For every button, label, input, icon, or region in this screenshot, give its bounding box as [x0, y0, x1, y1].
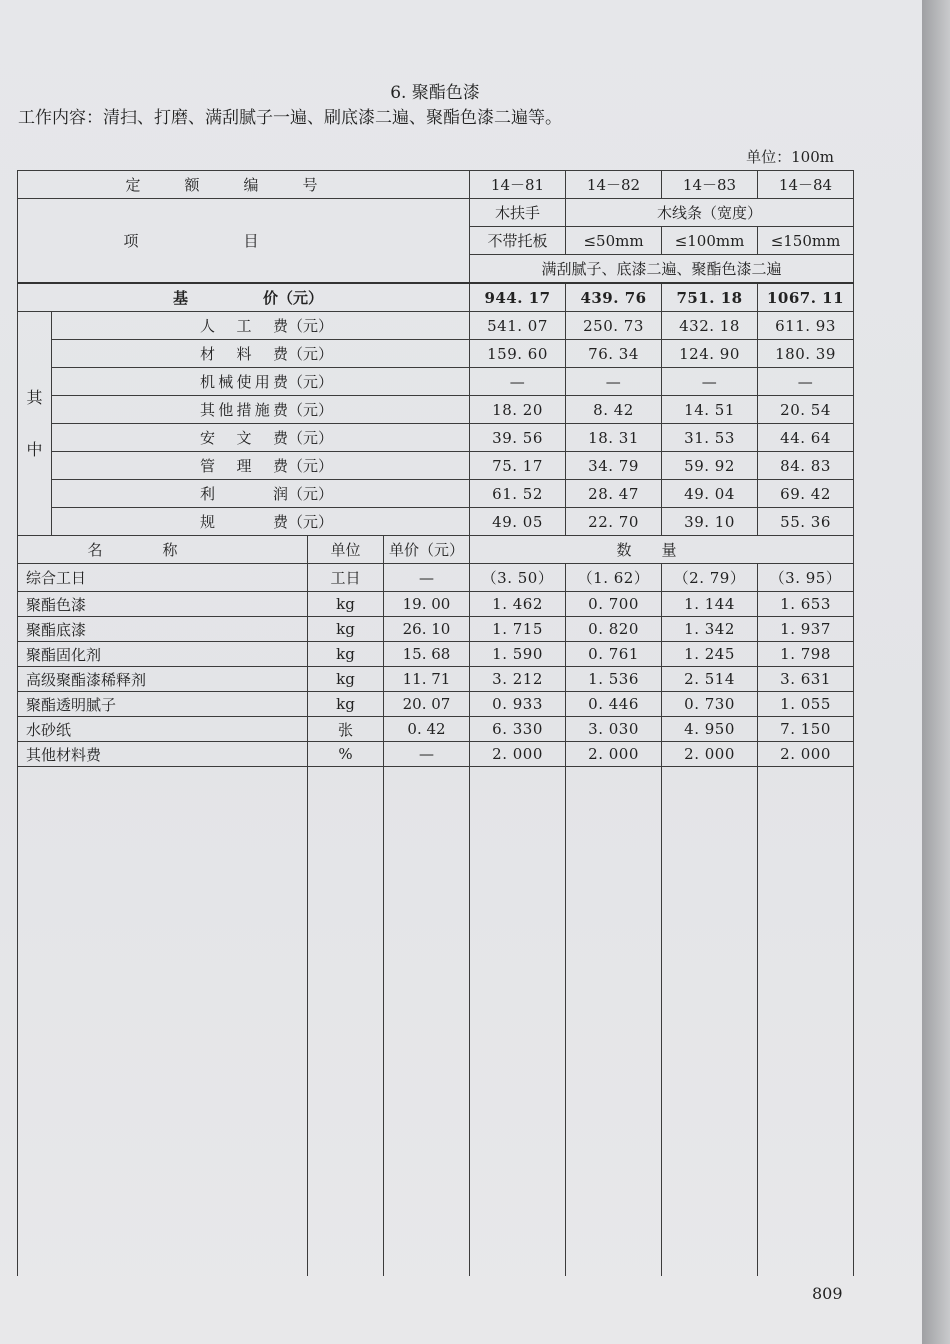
quota-code-label: 定额编号	[18, 171, 470, 199]
cost-value: 28. 47	[566, 480, 662, 508]
empty-cell	[566, 767, 662, 1277]
material-qty: 2. 000	[758, 742, 854, 767]
cost-label: 利润（元）	[52, 480, 470, 508]
material-unit: kg	[308, 667, 384, 692]
cost-value: 14. 51	[662, 396, 758, 424]
cost-value: 34. 79	[566, 452, 662, 480]
cost-value: 250. 73	[566, 312, 662, 340]
unit-label: 单位：100m	[746, 148, 834, 166]
base-price-row	[18, 283, 854, 312]
material-row	[18, 742, 854, 767]
code-cell: 14－84	[758, 171, 854, 199]
cost-value: 541. 07	[470, 312, 566, 340]
cost-value: 432. 18	[662, 312, 758, 340]
material-qty: 0. 761	[566, 642, 662, 667]
cost-row	[18, 340, 854, 368]
material-name: 聚酯色漆	[18, 592, 308, 617]
cost-value: 44. 64	[758, 424, 854, 452]
cost-group-char-1: 其	[26, 387, 43, 407]
material-qty: 3. 212	[470, 667, 566, 692]
cost-value: 611. 93	[758, 312, 854, 340]
material-qty: 0. 700	[566, 592, 662, 617]
empty-cell	[758, 767, 854, 1277]
cost-label: 管理费（元）	[52, 452, 470, 480]
labor-unit: 工日	[308, 564, 384, 592]
cost-row	[18, 368, 854, 396]
item-label-cell	[18, 199, 470, 284]
labor-value: （1. 62）	[566, 564, 662, 592]
cost-value: 76. 34	[566, 340, 662, 368]
material-qty: 1. 055	[758, 692, 854, 717]
cost-value: 55. 36	[758, 508, 854, 536]
material-qty: 2. 000	[470, 742, 566, 767]
labor-value: （2. 79）	[662, 564, 758, 592]
material-qty: 1. 245	[662, 642, 758, 667]
empty-cell	[18, 767, 308, 1277]
base-price-value: 751. 18	[662, 283, 758, 312]
cost-value: 18. 20	[470, 396, 566, 424]
empty-cell	[384, 767, 470, 1277]
empty-filler-row	[18, 767, 854, 1277]
material-qty: 1. 590	[470, 642, 566, 667]
cost-label: 规费（元）	[52, 508, 470, 536]
header-row-item	[18, 199, 854, 227]
cost-value: 49. 04	[662, 480, 758, 508]
cost-value: 39. 56	[470, 424, 566, 452]
cost-value: 59. 92	[662, 452, 758, 480]
cost-row	[18, 508, 854, 536]
material-row	[18, 592, 854, 617]
cost-group-char-2: 中	[26, 439, 43, 459]
material-unit: kg	[308, 642, 384, 667]
cost-label: 材料费（元）	[52, 340, 470, 368]
cost-row	[18, 424, 854, 452]
code-cell: 14－81	[470, 171, 566, 199]
material-unit: %	[308, 742, 384, 767]
sub-cell: ≤100mm	[662, 227, 758, 255]
material-qty: 1. 715	[470, 617, 566, 642]
cost-group-label	[18, 312, 52, 536]
material-name: 高级聚酯漆稀释剂	[18, 667, 308, 692]
cost-row	[18, 480, 854, 508]
cost-value: —	[566, 368, 662, 396]
cost-value: —	[758, 368, 854, 396]
base-price-value: 439. 76	[566, 283, 662, 312]
material-qty: 1. 798	[758, 642, 854, 667]
cost-row	[18, 396, 854, 424]
material-unit: kg	[308, 692, 384, 717]
material-qty: 1. 144	[662, 592, 758, 617]
labor-name: 综合工日	[18, 564, 308, 592]
labor-price: —	[384, 564, 470, 592]
section-title: 6. 聚酯色漆	[390, 83, 480, 103]
cost-row	[18, 312, 854, 340]
cost-value: 61. 52	[470, 480, 566, 508]
consumption-header-row	[18, 536, 854, 564]
material-unit: 张	[308, 717, 384, 742]
cost-value: 69. 42	[758, 480, 854, 508]
empty-cell	[662, 767, 758, 1277]
material-name: 水砂纸	[18, 717, 308, 742]
cost-value: —	[470, 368, 566, 396]
material-qty: 0. 820	[566, 617, 662, 642]
sub-cell: ≤50mm	[566, 227, 662, 255]
empty-cell	[308, 767, 384, 1277]
cost-value: 39. 10	[662, 508, 758, 536]
sub-cell: 不带托板	[470, 227, 566, 255]
material-qty: 6. 330	[470, 717, 566, 742]
name-header: 名称	[18, 536, 308, 564]
sub-cell: ≤150mm	[758, 227, 854, 255]
material-qty: 0. 730	[662, 692, 758, 717]
material-row	[18, 642, 854, 667]
cost-value: 31. 53	[662, 424, 758, 452]
work-desc: 满刮腻子、底漆二遍、聚酯色漆二遍	[470, 255, 854, 284]
material-qty: 2. 000	[662, 742, 758, 767]
material-price: —	[384, 742, 470, 767]
material-row	[18, 692, 854, 717]
header-row-codes	[18, 171, 854, 199]
material-price: 15. 68	[384, 642, 470, 667]
base-price-value: 944. 17	[470, 283, 566, 312]
material-row	[18, 667, 854, 692]
material-price: 11. 71	[384, 667, 470, 692]
cost-label: 机械使用费（元）	[52, 368, 470, 396]
book-spine-shadow	[922, 0, 950, 1344]
cost-value: 180. 39	[758, 340, 854, 368]
material-qty: 1. 937	[758, 617, 854, 642]
material-price: 20. 07	[384, 692, 470, 717]
cost-value: 159. 60	[470, 340, 566, 368]
cost-value: 22. 70	[566, 508, 662, 536]
material-qty: 4. 950	[662, 717, 758, 742]
cost-value: 75. 17	[470, 452, 566, 480]
material-name: 聚酯透明腻子	[18, 692, 308, 717]
labor-value: （3. 50）	[470, 564, 566, 592]
cost-label: 人工费（元）	[52, 312, 470, 340]
empty-cell	[470, 767, 566, 1277]
cost-value: 49. 05	[470, 508, 566, 536]
material-qty: 0. 446	[566, 692, 662, 717]
base-price-value: 1067. 11	[758, 283, 854, 312]
cost-value: —	[662, 368, 758, 396]
material-qty: 1. 536	[566, 667, 662, 692]
code-cell: 14－83	[662, 171, 758, 199]
cost-value: 84. 83	[758, 452, 854, 480]
item-label: 项目	[123, 232, 364, 250]
material-qty: 2. 514	[662, 667, 758, 692]
material-unit: kg	[308, 617, 384, 642]
col1-top: 木扶手	[470, 199, 566, 227]
cost-value: 124. 90	[662, 340, 758, 368]
material-qty: 3. 631	[758, 667, 854, 692]
material-qty: 0. 933	[470, 692, 566, 717]
unit-header: 单位	[308, 536, 384, 564]
material-qty: 1. 342	[662, 617, 758, 642]
cost-value: 18. 31	[566, 424, 662, 452]
cost-row	[18, 452, 854, 480]
labor-row	[18, 564, 854, 592]
work-content: 工作内容：清扫、打磨、满刮腻子一遍、刷底漆二遍、聚酯色漆二遍等。	[18, 108, 562, 128]
material-qty: 1. 462	[470, 592, 566, 617]
material-qty: 3. 030	[566, 717, 662, 742]
material-row	[18, 617, 854, 642]
material-row	[18, 717, 854, 742]
quantity-header: 数量	[470, 536, 854, 564]
material-name: 其他材料费	[18, 742, 308, 767]
quota-table	[17, 170, 854, 1276]
cost-value: 20. 54	[758, 396, 854, 424]
material-price: 0. 42	[384, 717, 470, 742]
material-name: 聚酯底漆	[18, 617, 308, 642]
material-name: 聚酯固化剂	[18, 642, 308, 667]
cost-value: 8. 42	[566, 396, 662, 424]
material-unit: kg	[308, 592, 384, 617]
code-cell: 14－82	[566, 171, 662, 199]
material-qty: 7. 150	[758, 717, 854, 742]
unit-price-header: 单价（元）	[384, 536, 470, 564]
cost-label: 其他措施费（元）	[52, 396, 470, 424]
material-price: 19. 00	[384, 592, 470, 617]
material-qty: 1. 653	[758, 592, 854, 617]
page-number: 809	[812, 1284, 843, 1303]
labor-value: （3. 95）	[758, 564, 854, 592]
material-qty: 2. 000	[566, 742, 662, 767]
col234-top: 木线条（宽度）	[566, 199, 854, 227]
cost-label: 安文费（元）	[52, 424, 470, 452]
material-price: 26. 10	[384, 617, 470, 642]
base-price-label: 基 价（元）	[18, 283, 470, 312]
